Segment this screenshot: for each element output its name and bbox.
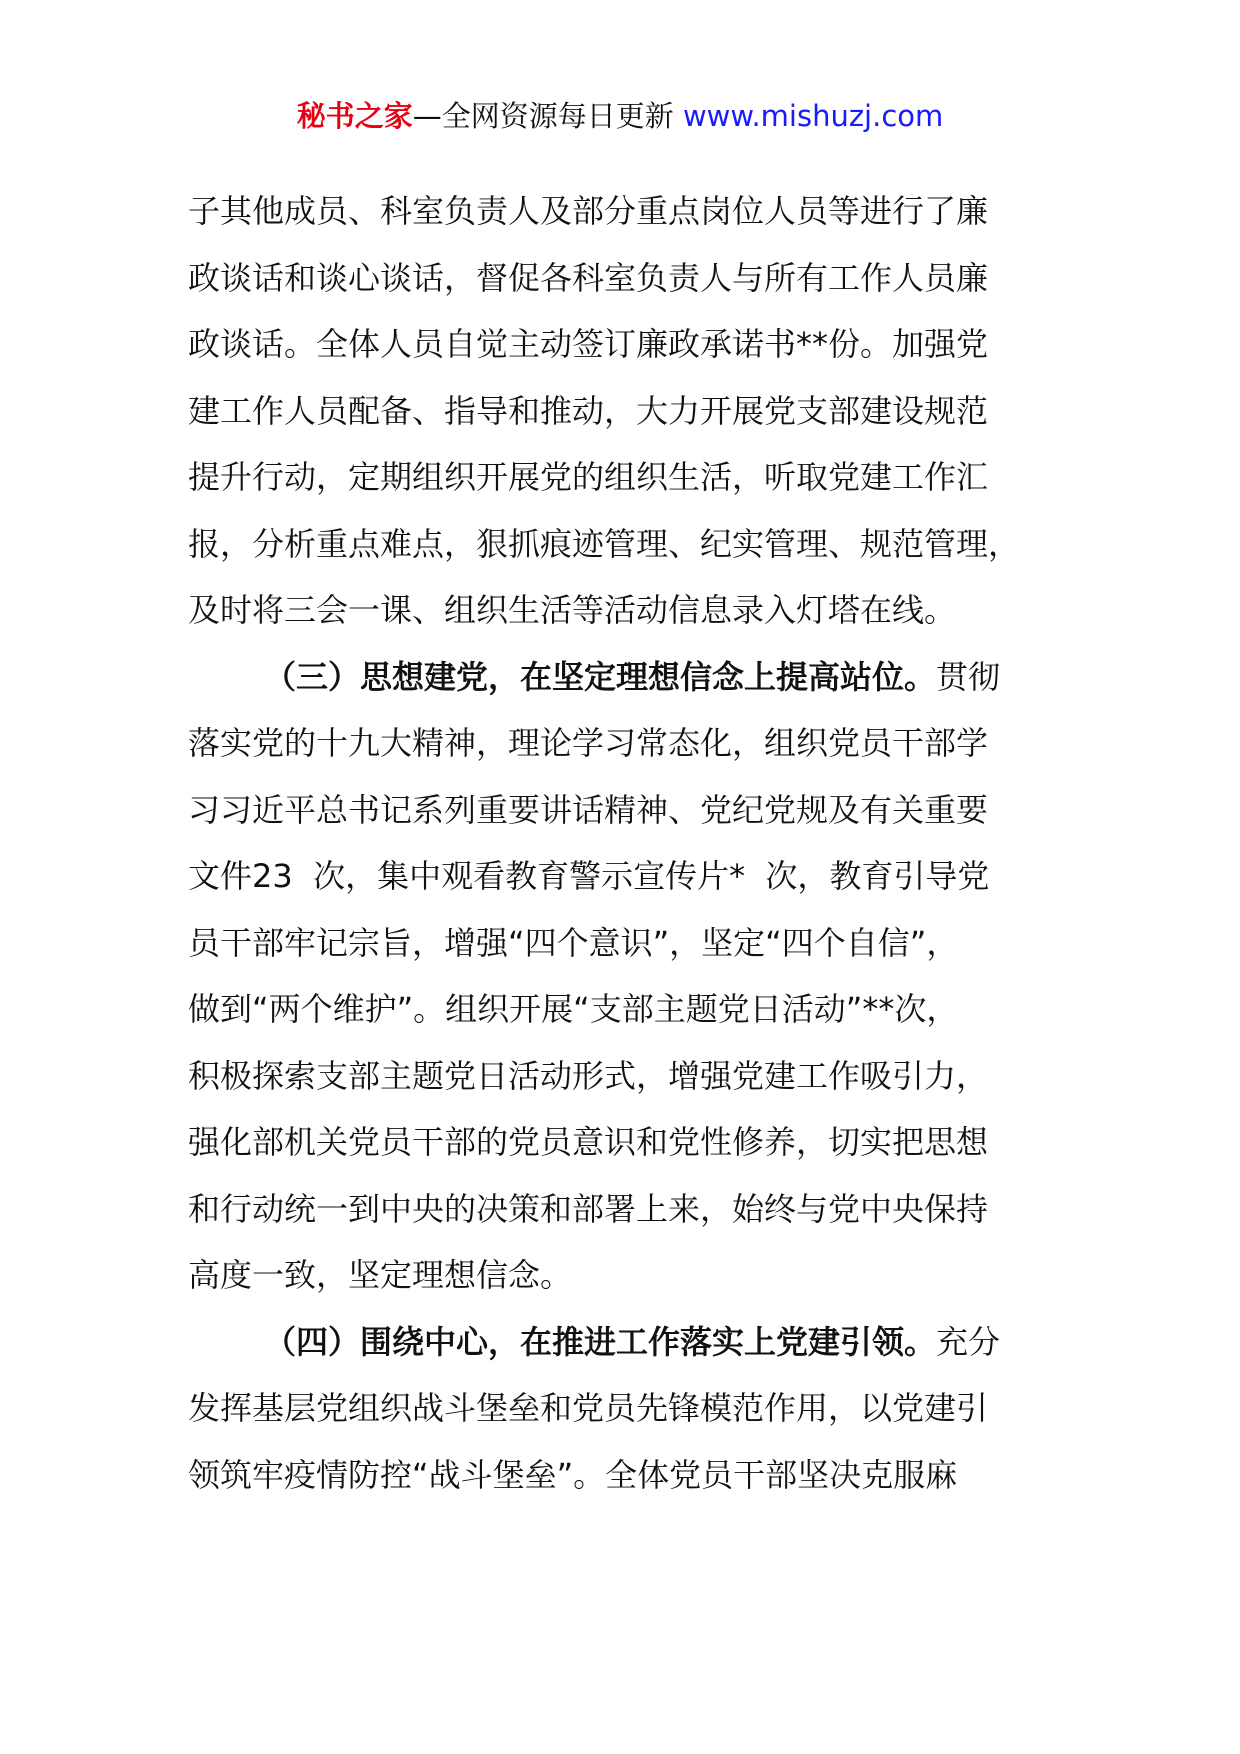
text-line: 文件23 次，集中观看教育警示宣传片* 次，教育引导党 <box>188 857 990 895</box>
text-line: 习习近平总书记系列重要讲话精神、党纪党规及有关重要 <box>188 790 989 829</box>
text-line: 政谈话和谈心谈话，督促各科室负责人与所有工作人员廉 <box>188 258 989 297</box>
text-run: 贯彻 <box>936 657 1001 696</box>
section-heading-4: （四）围绕中心，在推进工作落实上党建引领。 <box>264 1322 937 1361</box>
text-run: 充分 <box>936 1322 1001 1361</box>
text-line: 积极探索支部主题党日活动形式，增强党建工作吸引力， <box>188 1056 989 1095</box>
paragraph-first-line <box>188 1309 1064 1376</box>
document-body <box>188 178 1064 1508</box>
paragraph-3 <box>188 1309 1064 1509</box>
text-line: 和行动统一到中央的决策和部署上来，始终与党中央保持 <box>188 1189 989 1228</box>
site-url-link[interactable]: www.mishuzj.com <box>682 99 944 133</box>
section-heading-3: （三）思想建党，在坚定理想信念上提高站位。 <box>264 657 937 696</box>
text-line: 领筑牢疫情防控“战斗堡垒”。全体党员干部坚决克服麻 <box>188 1455 958 1494</box>
text-line: 员干部牢记宗旨，增强“四个意识”，坚定“四个自信”， <box>188 923 959 962</box>
text-line: 及时将三会一课、组织生活等活动信息录入灯塔在线。 <box>188 591 957 629</box>
brand-name: 秘书之家 <box>296 99 413 133</box>
header-tagline: —全网资源每日更新 <box>412 99 683 133</box>
text-line: 高度一致，坚定理想信念。 <box>188 1256 573 1294</box>
text-line: 做到“两个维护”。组织开展“支部主题党日活动”**次， <box>188 990 959 1028</box>
text-line: 政谈话。全体人员自觉主动签订廉政承诺书**份。加强党 <box>188 325 989 363</box>
paragraph-1 <box>188 178 1064 644</box>
site-header <box>0 96 1240 136</box>
text-line: 建工作人员配备、指导和推动，大力开展党支部建设规范 <box>188 391 989 430</box>
paragraph-first-line <box>188 644 1064 711</box>
text-line: 子其他成员、科室负责人及部分重点岗位人员等进行了廉 <box>188 192 989 230</box>
text-line: 强化部机关党员干部的党员意识和党性修养，切实把思想 <box>188 1123 989 1161</box>
paragraph-2 <box>188 644 1064 1309</box>
text-line: 提升行动，定期组织开展党的组织生活，听取党建工作汇 <box>188 458 989 496</box>
text-line: 落实党的十九大精神，理论学习常态化，组织党员干部学 <box>188 724 989 762</box>
text-line: 发挥基层党组织战斗堡垒和党员先锋模范作用，以党建引 <box>188 1389 989 1427</box>
text-line: 报，分析重点难点，狠抓痕迹管理、纪实管理、规范管理， <box>188 524 1021 563</box>
